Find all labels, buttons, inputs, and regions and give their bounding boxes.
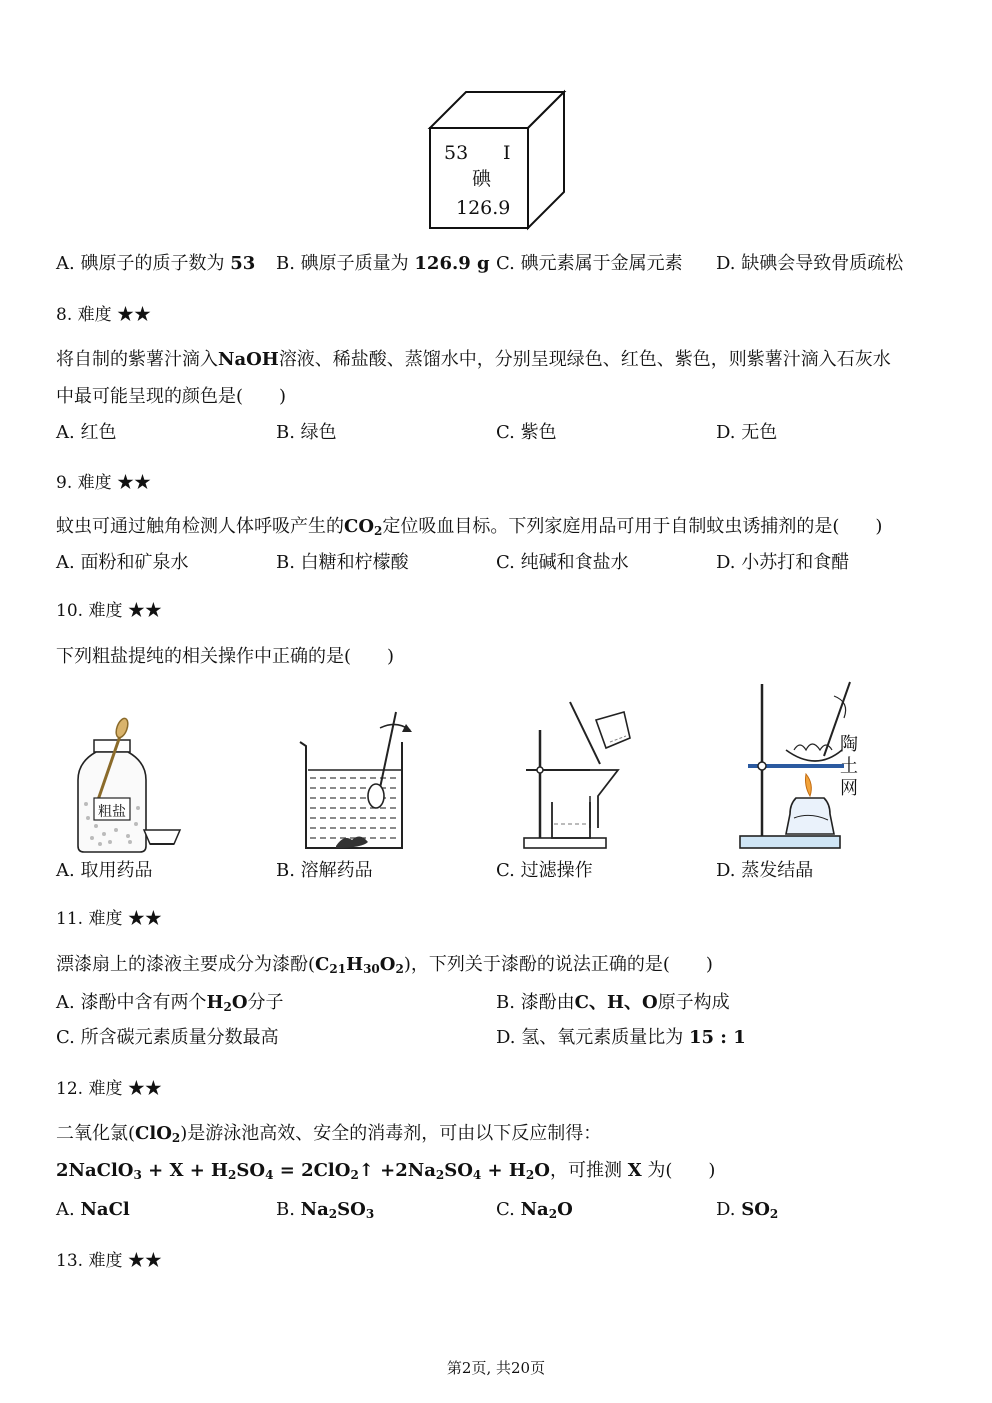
q12-option-b[interactable]: B. $Na_2SO_3$ <box>276 1199 375 1221</box>
q7-option-b[interactable]: B. 碘原子质量为 126.9 g <box>276 253 490 274</box>
q11-option-d[interactable]: D. 氢、氧元素质量比为 15 : 1 <box>496 1027 746 1048</box>
mesh-label-2: 土 <box>840 756 858 777</box>
q11-stem: 漂漆扇上的漆液主要成分为漆酚$(C_{21}H_{30}O_2)$，下列关于漆酚的说法正确的是( ) <box>56 954 713 976</box>
figure-b-beaker <box>296 708 426 854</box>
mesh-label-3: 网 <box>840 778 858 799</box>
jar-label: 粗盐 <box>98 804 126 820</box>
q7-option-d[interactable]: D. 缺碘会导致骨质疏松 <box>716 253 904 274</box>
q7-option-a[interactable]: A. 碘原子的质子数为 53 <box>56 253 256 274</box>
q8-stem-line1: 将自制的紫薯汁滴入NaOH溶液、稀盐酸、蒸馏水中，分别呈现绿色、红色、紫色，则紫薯汁滴入石灰水 <box>56 349 891 370</box>
mesh-label-1: 陶 <box>840 734 858 755</box>
q13-header: 13. 难度 ★★ <box>56 1251 162 1271</box>
q9-header: 9. 难度 ★★ <box>56 473 152 493</box>
q8-option-c[interactable]: C. 紫色 <box>496 422 557 443</box>
q10-option-c[interactable]: C. 过滤操作 <box>496 860 593 881</box>
q8-header: 8. 难度 ★★ <box>56 305 152 325</box>
q12-stem: 二氧化氯(ClO$_2$)是游泳池高效、安全的消毒剂，可由以下反应制得： <box>56 1123 602 1145</box>
q11-option-c[interactable]: C. 所含碳元素质量分数最高 <box>56 1027 279 1048</box>
q10-stem: 下列粗盐提纯的相关操作中正确的是( ) <box>56 646 395 667</box>
q12-header: 12. 难度 ★★ <box>56 1079 162 1099</box>
q11-option-b[interactable]: B. 漆酚由C、H、O原子构成 <box>496 992 730 1013</box>
q11-option-a[interactable]: A. 漆酚中含有两个$H_2O$分子 <box>56 992 284 1014</box>
difficulty-stars: ★★ <box>127 909 162 929</box>
difficulty-stars: ★★ <box>127 1251 162 1271</box>
page-footer: 第2页, 共20页 <box>446 1359 546 1377</box>
q10-option-d[interactable]: D. 蒸发结晶 <box>716 860 814 881</box>
q12-option-d[interactable]: D. $SO_2$ <box>716 1199 779 1221</box>
q12-equation: 2NaClO$_3$ + $X + H_2SO_4$ = 2ClO$_2$↑ $+2Na_2SO_4 + H_2O$，可推测 X 为( ) <box>56 1160 716 1182</box>
difficulty-stars: ★★ <box>117 473 152 493</box>
q10-option-b[interactable]: B. 溶解药品 <box>276 860 373 881</box>
figure-a-reagent-jar <box>70 718 190 854</box>
q8-option-d[interactable]: D. 无色 <box>716 422 778 443</box>
element-name: 碘 <box>472 168 492 190</box>
difficulty-stars: ★★ <box>117 305 152 325</box>
q10-option-a[interactable]: A. 取用药品 <box>56 860 153 881</box>
q9-stem: 蚊虫可通过触角检测人体呼吸产生的$CO_2$定位吸血目标。下列家庭用品可用于自制蚊虫诱捕剂的是( ) <box>56 516 883 538</box>
difficulty-stars: ★★ <box>127 1079 162 1099</box>
q12-option-a[interactable]: A. NaCl <box>56 1199 130 1220</box>
q9-option-c[interactable]: C. 纯碱和食盐水 <box>496 552 629 573</box>
element-symbol: I <box>503 142 511 164</box>
q9-option-a[interactable]: A. 面粉和矿泉水 <box>56 552 189 573</box>
q10-header: 10. 难度 ★★ <box>56 601 162 621</box>
q7-option-c[interactable]: C. 碘元素属于金属元素 <box>496 253 683 274</box>
q8-option-a[interactable]: A. 红色 <box>56 422 117 443</box>
difficulty-stars: ★★ <box>127 601 162 621</box>
atomic-number: 53 <box>444 142 469 164</box>
q8-stem-line2: 中最可能呈现的颜色是( ) <box>56 386 287 407</box>
q9-option-d[interactable]: D. 小苏打和食醋 <box>716 552 850 573</box>
q9-option-b[interactable]: B. 白糖和柠檬酸 <box>276 552 409 573</box>
q12-option-c[interactable]: C. $Na_2O$ <box>496 1199 573 1221</box>
atomic-mass: 126.9 <box>456 197 511 219</box>
q8-option-b[interactable]: B. 绿色 <box>276 422 337 443</box>
q11-header: 11. 难度 ★★ <box>56 909 162 929</box>
figure-c-filtration <box>520 698 650 854</box>
